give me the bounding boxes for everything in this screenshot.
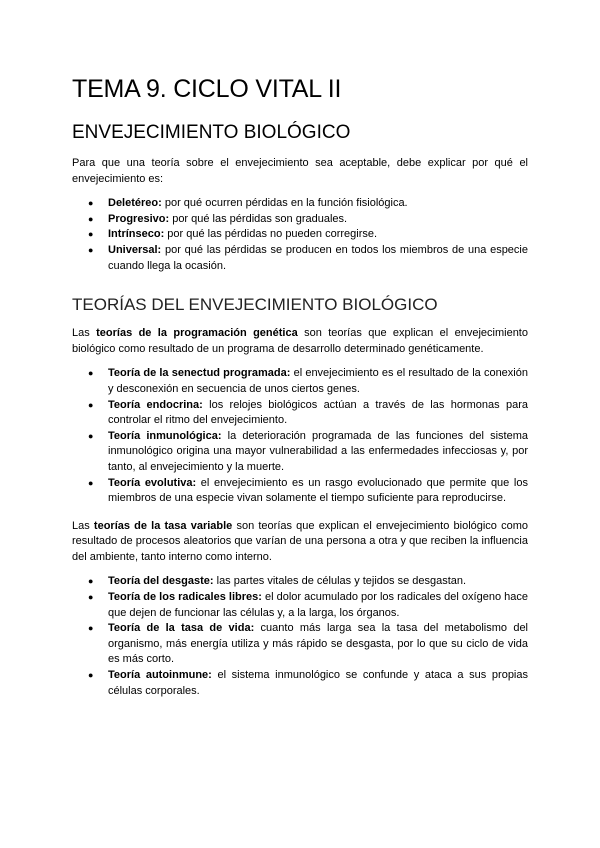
subsection-heading: TEORÍAS DEL ENVEJECIMIENTO BIOLÓGICO (72, 295, 438, 315)
list-item: ● Teoría de los radicales libres: el dolor acumulado por los radicales del oxígeno hace que dejen de funcionar las células y, a la larga, los órganos. (88, 591, 528, 619)
list-item: ● Teoría de la senectud programada: el envejecimiento es el resultado de la conexión y desconexión en secuencia de unos ciertos genes. (88, 367, 528, 395)
bullet-icon: ● (88, 229, 94, 240)
list-item: ● Teoría endocrina: los relojes biológicos actúan a través de las hormonas para controlar el ritmo del envejecimiento. (88, 398, 528, 427)
bullet-icon: ● (88, 592, 94, 603)
bullet-icon: ● (88, 399, 94, 410)
programming-theories-list (72, 366, 528, 506)
bullet-icon: ● (88, 213, 94, 224)
programming-theories-paragraph: Las teorías de la programación genética son teorías que explican el envejecimiento biológico como resultado de un programa de desarrollo determinado genéticamente. (72, 327, 528, 355)
bullet-icon: ● (88, 368, 94, 379)
bullet-icon: ● (88, 430, 94, 441)
section-intro: Para que una teoría sobre el envejecimiento sea aceptable, debe explicar por qué el envejecimiento es: (72, 157, 528, 185)
variable-rate-theories-paragraph: Las teorías de la tasa variable son teorías que explican el envejecimiento biológico como resultado de procesos aleatorios que varían de una persona a otra y que reciben la influencia del ambiente, tanto interno como interno. (72, 519, 528, 563)
bullet-icon: ● (88, 576, 94, 587)
bullet-icon: ● (88, 670, 94, 681)
list-item: ● Teoría de la tasa de vida: cuanto más larga sea la tasa del metabolismo del organismo, más energía utiliza y más rápido se desgasta, por lo que su ciclo de vida es más corto. (88, 622, 529, 666)
aging-criteria-list (72, 196, 528, 274)
section-heading: ENVEJECIMIENTO BIOLÓGICO (72, 122, 351, 143)
bullet-icon: ● (88, 623, 94, 634)
variable-rate-theories-list (72, 574, 528, 699)
bullet-icon: ● (88, 198, 94, 209)
list-item: ● Universal: por qué las pérdidas se producen en todos los miembros de una especie cuando llega la ocasión. (88, 243, 528, 272)
list-item: ● Teoría inmunológica: la deterioración programada de las funciones del sistema inmunológico origina una mayor vulnerabilidad a las enfermedades infecciosas y, por tanto, al envejecimiento y la muerte. (88, 429, 528, 473)
bullet-icon: ● (88, 244, 94, 255)
document-title: TEMA 9. CICLO VITAL II (72, 75, 342, 103)
list-item: ● Teoría evolutiva: el envejecimiento es un rasgo evolucionado que permite que los miembros de una especie vivan solamente el tiempo suficiente para reproducirse. (88, 476, 528, 505)
bullet-icon: ● (88, 477, 94, 488)
list-item: ● Progresivo: por qué las pérdidas son graduales. (108, 212, 528, 228)
list-item: ● Intrínseco: por qué las pérdidas no pueden corregirse. (108, 227, 528, 243)
list-item: ● Teoría autoinmune: el sistema inmunológico se confunde y ataca a sus propias células corporales. (88, 669, 528, 697)
list-item: ● Teoría del desgaste: las partes vitales de células y tejidos se desgastan. (108, 574, 528, 590)
list-item: ● Deletéreo: por qué ocurren pérdidas en la función fisiológica. (108, 196, 528, 212)
